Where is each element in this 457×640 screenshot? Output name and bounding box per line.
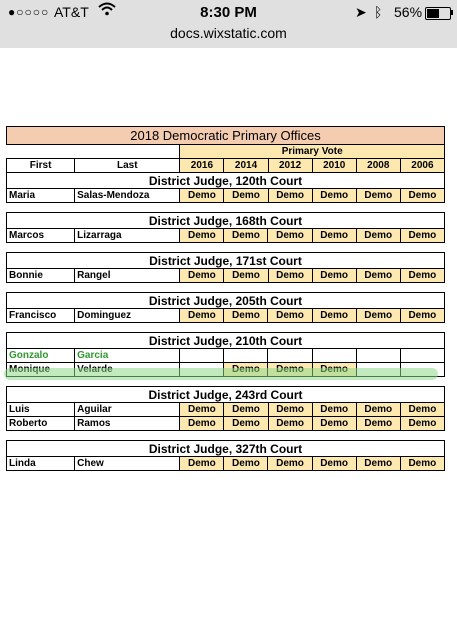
candidate-first-name: Gonzalo bbox=[7, 349, 75, 363]
primary-vote-cell: Demo bbox=[312, 417, 356, 431]
header-table bbox=[6, 126, 445, 203]
year-header: 2014 bbox=[224, 159, 268, 173]
primary-vote-cell: Demo bbox=[400, 417, 444, 431]
candidate-last-name: Chew bbox=[75, 457, 180, 471]
primary-vote-cell: Demo bbox=[224, 417, 268, 431]
court-table bbox=[6, 212, 445, 243]
table-title: 2018 Democratic Primary Offices bbox=[7, 127, 445, 145]
candidate-first-name: Linda bbox=[7, 457, 75, 471]
candidate-first-name: Francisco bbox=[7, 309, 75, 323]
primary-vote-cell: Demo bbox=[224, 229, 268, 243]
battery-percentage: 56% bbox=[394, 4, 423, 20]
primary-vote-cell: Demo bbox=[356, 229, 400, 243]
candidate-row bbox=[7, 417, 445, 431]
candidate-first-name: Bonnie bbox=[7, 269, 75, 283]
candidate-row bbox=[7, 349, 445, 363]
primary-vote-cell: Demo bbox=[268, 417, 312, 431]
primary-vote-cell bbox=[356, 349, 400, 363]
primary-vote-cell: Demo bbox=[400, 403, 444, 417]
primary-vote-cell: Demo bbox=[180, 417, 224, 431]
candidate-row bbox=[7, 403, 445, 417]
primary-vote-cell: Demo bbox=[356, 269, 400, 283]
primary-vote-cell: Demo bbox=[312, 403, 356, 417]
candidate-row bbox=[7, 189, 445, 203]
primary-vote-cell: Demo bbox=[180, 457, 224, 471]
candidate-row bbox=[7, 229, 445, 243]
location-arrow-icon: ➤ bbox=[355, 4, 367, 20]
carrier-name: AT&T bbox=[54, 4, 89, 20]
primary-vote-cell: Demo bbox=[312, 189, 356, 203]
court-title: District Judge, 168th Court bbox=[7, 213, 445, 229]
primary-vote-cell: Demo bbox=[224, 403, 268, 417]
candidate-row bbox=[7, 457, 445, 471]
candidate-last-name: Garcia bbox=[75, 349, 180, 363]
court-table bbox=[6, 386, 445, 431]
primary-vote-cell: Demo bbox=[312, 229, 356, 243]
primary-vote-cell: Demo bbox=[224, 269, 268, 283]
primary-vote-cell: Demo bbox=[312, 457, 356, 471]
status-bar bbox=[0, 0, 457, 48]
primary-vote-cell: Demo bbox=[356, 417, 400, 431]
primary-vote-cell: Demo bbox=[268, 457, 312, 471]
primary-vote-cell: Demo bbox=[356, 403, 400, 417]
primary-vote-cell: Demo bbox=[268, 403, 312, 417]
court-table bbox=[6, 252, 445, 283]
primary-vote-cell bbox=[312, 349, 356, 363]
primary-vote-cell: Demo bbox=[180, 269, 224, 283]
candidate-last-name: Salas-Mendoza bbox=[75, 189, 180, 203]
primary-vote-cell: Demo bbox=[312, 269, 356, 283]
year-header: 2008 bbox=[356, 159, 400, 173]
candidate-first-name: Maria bbox=[7, 189, 75, 203]
primary-vote-cell: Demo bbox=[268, 189, 312, 203]
address-bar-url[interactable]: docs.wixstatic.com bbox=[170, 25, 287, 41]
primary-vote-cell: Demo bbox=[224, 309, 268, 323]
last-name-header: Last bbox=[75, 159, 180, 173]
primary-vote-header: Primary Vote bbox=[180, 145, 445, 159]
primary-vote-cell bbox=[180, 349, 224, 363]
primary-vote-cell: Demo bbox=[180, 229, 224, 243]
candidate-last-name: Aguilar bbox=[75, 403, 180, 417]
primary-vote-cell: Demo bbox=[268, 229, 312, 243]
year-header: 2012 bbox=[268, 159, 312, 173]
primary-vote-cell: Demo bbox=[400, 229, 444, 243]
candidate-row bbox=[7, 269, 445, 283]
primary-vote-cell bbox=[224, 349, 268, 363]
battery-icon bbox=[425, 7, 451, 20]
battery-level-fill bbox=[427, 9, 439, 18]
primary-vote-cell: Demo bbox=[268, 269, 312, 283]
court-title: District Judge, 120th Court bbox=[7, 173, 445, 189]
primary-vote-cell: Demo bbox=[180, 189, 224, 203]
year-header: 2016 bbox=[180, 159, 224, 173]
battery-tip bbox=[451, 10, 453, 15]
primary-vote-cell: Demo bbox=[356, 309, 400, 323]
primary-vote-cell bbox=[268, 349, 312, 363]
primary-vote-cell: Demo bbox=[180, 403, 224, 417]
candidate-first-name: Luis bbox=[7, 403, 75, 417]
candidate-last-name: Rangel bbox=[75, 269, 180, 283]
primary-vote-cell: Demo bbox=[400, 269, 444, 283]
header-spacer bbox=[7, 145, 180, 159]
candidate-first-name: Marcos bbox=[7, 229, 75, 243]
court-title: District Judge, 243rd Court bbox=[7, 387, 445, 403]
primary-vote-cell: Demo bbox=[224, 189, 268, 203]
candidate-first-name: Roberto bbox=[7, 417, 75, 431]
court-table bbox=[6, 440, 445, 471]
primary-vote-cell: Demo bbox=[400, 309, 444, 323]
primary-vote-cell: Demo bbox=[180, 309, 224, 323]
primary-vote-cell: Demo bbox=[356, 457, 400, 471]
primary-vote-cell: Demo bbox=[400, 457, 444, 471]
primary-vote-cell: Demo bbox=[312, 309, 356, 323]
court-title: District Judge, 210th Court bbox=[7, 333, 445, 349]
court-table bbox=[6, 292, 445, 323]
first-name-header: First bbox=[7, 159, 75, 173]
candidate-row bbox=[7, 309, 445, 323]
court-title: District Judge, 327th Court bbox=[7, 441, 445, 457]
primary-vote-cell: Demo bbox=[356, 189, 400, 203]
bluetooth-icon: ᛒ bbox=[374, 4, 383, 20]
candidate-last-name: Lizarraga bbox=[75, 229, 180, 243]
primary-vote-cell: Demo bbox=[224, 457, 268, 471]
candidate-last-name: Dominguez bbox=[75, 309, 180, 323]
signal-strength-icon: ●○○○○ bbox=[8, 5, 50, 19]
court-title: District Judge, 171st Court bbox=[7, 253, 445, 269]
primary-vote-cell bbox=[400, 349, 444, 363]
year-header: 2010 bbox=[312, 159, 356, 173]
primary-vote-cell: Demo bbox=[400, 189, 444, 203]
primary-offices-document bbox=[6, 126, 445, 471]
clock-time: 8:30 PM bbox=[200, 4, 257, 21]
candidate-last-name: Ramos bbox=[75, 417, 180, 431]
green-highlight-mark bbox=[4, 368, 438, 380]
year-header: 2006 bbox=[400, 159, 444, 173]
court-title: District Judge, 205th Court bbox=[7, 293, 445, 309]
primary-vote-cell: Demo bbox=[268, 309, 312, 323]
